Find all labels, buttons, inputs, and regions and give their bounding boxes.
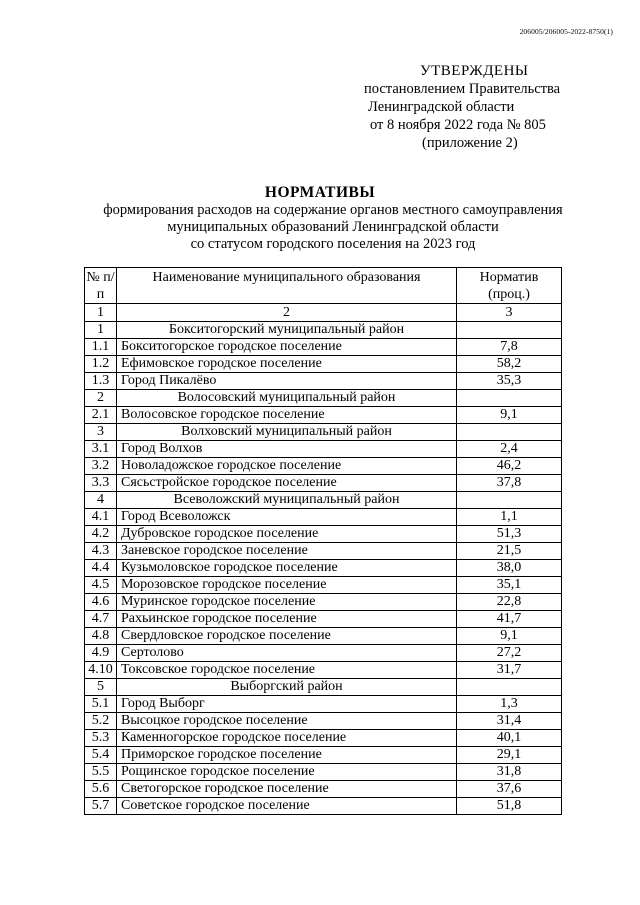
row-value: 46,2 (457, 458, 562, 475)
table-region-row (85, 679, 562, 696)
row-name: Бокситогорский муниципальный район (117, 322, 457, 339)
row-value: 9,1 (457, 628, 562, 645)
approval-line: (приложение 2) (422, 135, 518, 151)
document-id: 206005/206005-2022-8750(1) (519, 27, 613, 36)
row-name: Каменногорское городское поселение (117, 730, 457, 747)
table-row (85, 526, 562, 543)
row-number: 3 (85, 424, 117, 441)
row-number: 5 (85, 679, 117, 696)
row-value: 9,1 (457, 407, 562, 424)
row-name: Ефимовское городское поселение (117, 356, 457, 373)
table-body (85, 322, 562, 815)
row-name: Светогорское городское поселение (117, 781, 457, 798)
norms-table (84, 267, 562, 815)
table-row (85, 458, 562, 475)
row-name: Город Всеволожск (117, 509, 457, 526)
col-number: 1 (85, 304, 117, 322)
column-number-row (85, 304, 562, 322)
table-region-row (85, 390, 562, 407)
table-row (85, 628, 562, 645)
row-value: 35,1 (457, 577, 562, 594)
row-name: Муринское городское поселение (117, 594, 457, 611)
row-value: 37,6 (457, 781, 562, 798)
table-region-row (85, 424, 562, 441)
row-number: 1.3 (85, 373, 117, 390)
approval-heading: УТВЕРЖДЕНЫ (420, 63, 529, 79)
row-number: 4 (85, 492, 117, 509)
row-number: 5.3 (85, 730, 117, 747)
row-value: 21,5 (457, 543, 562, 560)
row-value: 29,1 (457, 747, 562, 764)
row-value: 1,3 (457, 696, 562, 713)
subtitle-line: со статусом городского поселения на 2023 год (190, 236, 476, 252)
row-number: 1.1 (85, 339, 117, 356)
row-number: 5.4 (85, 747, 117, 764)
row-value (457, 679, 562, 696)
header-name: Наименование муниципального образования (117, 268, 457, 304)
row-value: 51,8 (457, 798, 562, 815)
row-value: 35,3 (457, 373, 562, 390)
row-value: 58,2 (457, 356, 562, 373)
row-value: 1,1 (457, 509, 562, 526)
row-number: 5.2 (85, 713, 117, 730)
row-number: 4.9 (85, 645, 117, 662)
table-row (85, 662, 562, 679)
approval-line: от 8 ноября 2022 года № 805 (370, 117, 546, 133)
table-row (85, 645, 562, 662)
table-row (85, 594, 562, 611)
row-number: 4.4 (85, 560, 117, 577)
table-row (85, 373, 562, 390)
table-row (85, 781, 562, 798)
row-number: 4.6 (85, 594, 117, 611)
row-name: Волховский муниципальный район (117, 424, 457, 441)
row-name: Токсовское городское поселение (117, 662, 457, 679)
row-number: 5.7 (85, 798, 117, 815)
row-value: 37,8 (457, 475, 562, 492)
row-number: 3.2 (85, 458, 117, 475)
row-name: Выборгский район (117, 679, 457, 696)
subtitle-line: муниципальных образований Ленинградской области (167, 219, 499, 235)
row-name: Город Пикалёво (117, 373, 457, 390)
row-value: 38,0 (457, 560, 562, 577)
row-number: 3.3 (85, 475, 117, 492)
row-value: 40,1 (457, 730, 562, 747)
row-name: Высоцкое городское поселение (117, 713, 457, 730)
row-name: Свердловское городское поселение (117, 628, 457, 645)
row-name: Сясьстройское городское поселение (117, 475, 457, 492)
row-name: Рощинское городское поселение (117, 764, 457, 781)
row-value: 41,7 (457, 611, 562, 628)
row-name: Волосовский муниципальный район (117, 390, 457, 407)
row-number: 4.10 (85, 662, 117, 679)
row-name: Всеволожский муниципальный район (117, 492, 457, 509)
table-row (85, 713, 562, 730)
table-row (85, 543, 562, 560)
header-norm: Норматив (проц.) (457, 268, 562, 304)
row-number: 4.3 (85, 543, 117, 560)
table-region-row (85, 322, 562, 339)
table-row (85, 611, 562, 628)
row-number: 3.1 (85, 441, 117, 458)
table-row (85, 407, 562, 424)
row-number: 4.5 (85, 577, 117, 594)
row-value: 2,4 (457, 441, 562, 458)
table-row (85, 509, 562, 526)
row-name: Бокситогорское городское поселение (117, 339, 457, 356)
row-name: Советское городское поселение (117, 798, 457, 815)
header-num: № п/п (86, 269, 115, 302)
row-name: Кузьмоловское городское поселение (117, 560, 457, 577)
row-name: Город Волхов (117, 441, 457, 458)
row-value: 22,8 (457, 594, 562, 611)
row-name: Дубровское городское поселение (117, 526, 457, 543)
table-row (85, 696, 562, 713)
row-number: 4.1 (85, 509, 117, 526)
table-header-row (85, 268, 562, 304)
table-row (85, 747, 562, 764)
row-number: 1 (85, 322, 117, 339)
table-row (85, 577, 562, 594)
row-value (457, 492, 562, 509)
row-value (457, 424, 562, 441)
row-number: 4.8 (85, 628, 117, 645)
row-value (457, 390, 562, 407)
table-row (85, 339, 562, 356)
table-region-row (85, 492, 562, 509)
row-name: Заневское городское поселение (117, 543, 457, 560)
table-row (85, 730, 562, 747)
row-number: 5.1 (85, 696, 117, 713)
table-row (85, 798, 562, 815)
approval-line: Ленинградской области (368, 99, 515, 115)
row-value: 7,8 (457, 339, 562, 356)
row-name: Приморское городское поселение (117, 747, 457, 764)
row-value (457, 322, 562, 339)
subtitle-line: формирования расходов на содержание органов местного самоуправления (103, 202, 563, 218)
row-number: 4.2 (85, 526, 117, 543)
row-name: Сертолово (117, 645, 457, 662)
row-value: 27,2 (457, 645, 562, 662)
approval-block (364, 62, 584, 152)
row-number: 2 (85, 390, 117, 407)
row-number: 5.6 (85, 781, 117, 798)
row-name: Волосовское городское поселение (117, 407, 457, 424)
table-row (85, 356, 562, 373)
row-value: 31,4 (457, 713, 562, 730)
row-value: 51,3 (457, 526, 562, 543)
row-number: 4.7 (85, 611, 117, 628)
row-value: 31,7 (457, 662, 562, 679)
approval-line: постановлением Правительства (364, 81, 561, 97)
page-title: НОРМАТИВЫ (264, 184, 376, 201)
col-number: 3 (457, 304, 562, 322)
row-number: 1.2 (85, 356, 117, 373)
col-number: 2 (117, 304, 457, 322)
row-name: Новоладожское городское поселение (117, 458, 457, 475)
table-row (85, 560, 562, 577)
row-name: Морозовское городское поселение (117, 577, 457, 594)
row-name: Город Выборг (117, 696, 457, 713)
page-subtitle (0, 202, 640, 253)
row-value: 31,8 (457, 764, 562, 781)
table-row (85, 764, 562, 781)
table-row (85, 441, 562, 458)
table-row (85, 475, 562, 492)
row-number: 5.5 (85, 764, 117, 781)
row-number: 2.1 (85, 407, 117, 424)
row-name: Рахьинское городское поселение (117, 611, 457, 628)
